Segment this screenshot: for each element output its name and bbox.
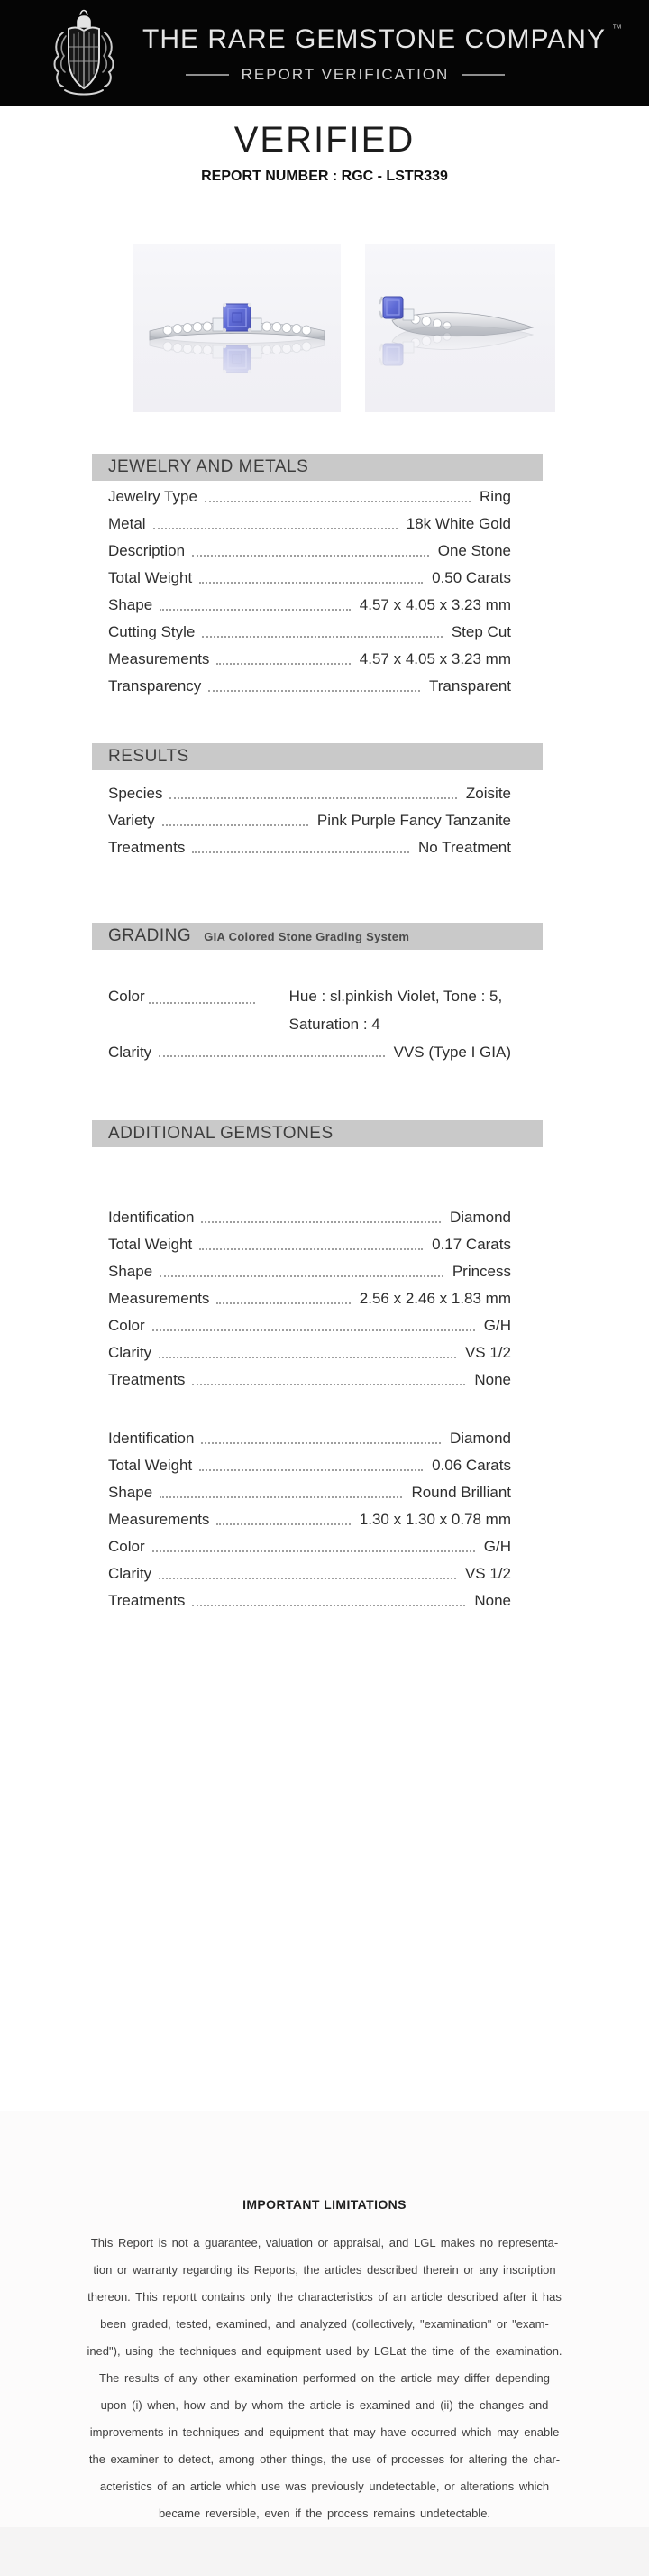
limitations-line: upon (i) when, how and by whom the article is examined and (ii) the changes and bbox=[100, 2398, 549, 2412]
dotted-leader bbox=[152, 1321, 475, 1331]
row-label: Shape bbox=[108, 596, 153, 613]
row-label: Color bbox=[108, 988, 145, 1005]
row-value: None bbox=[474, 1371, 511, 1388]
subtitle-left-dash bbox=[186, 74, 229, 76]
table-row bbox=[108, 619, 511, 646]
dotted-leader bbox=[216, 655, 350, 665]
row-label: Description bbox=[108, 542, 186, 559]
row-value: Diamond bbox=[449, 1430, 511, 1447]
dotted-leader bbox=[199, 574, 423, 584]
row-label: Measurements bbox=[108, 650, 210, 667]
row-value: 0.17 Carats bbox=[432, 1236, 511, 1253]
limitations-title: IMPORTANT LIMITATIONS bbox=[242, 2197, 407, 2212]
row-value: Diamond bbox=[449, 1209, 511, 1226]
row-label: Clarity bbox=[108, 1043, 152, 1061]
company-name bbox=[142, 23, 623, 55]
row-value: 0.50 Carats bbox=[432, 569, 511, 586]
dotted-leader bbox=[160, 601, 351, 611]
dotted-leader bbox=[199, 1461, 423, 1471]
row-label: Total Weight bbox=[108, 569, 193, 586]
dotted-leader bbox=[160, 1267, 443, 1277]
dotted-leader bbox=[159, 1569, 456, 1579]
table-row bbox=[108, 1366, 511, 1394]
color-value-line1: Hue : sl.pinkish Violet, Tone : 5, bbox=[288, 988, 503, 1005]
limitations-line: the examiner to detect, among other things, the use of processes for altering the char- bbox=[88, 2452, 561, 2466]
color-value-line2: Saturation : 4 bbox=[288, 1016, 380, 1033]
section-title: RESULTS bbox=[108, 747, 189, 766]
row-label: Total Weight bbox=[108, 1236, 193, 1253]
row-value: 4.57 x 4.05 x 3.23 mm bbox=[359, 596, 511, 613]
table-row bbox=[108, 1285, 511, 1312]
ring-front-view-photo bbox=[133, 244, 341, 412]
row-label: Clarity bbox=[108, 1344, 152, 1361]
row-label: Measurements bbox=[108, 1511, 210, 1528]
row-label: Clarity bbox=[108, 1565, 152, 1582]
row-label: Identification bbox=[108, 1430, 195, 1447]
dotted-leader bbox=[201, 1213, 441, 1223]
subtitle-text: REPORT VERIFICATION bbox=[241, 66, 450, 83]
table-row bbox=[108, 1587, 511, 1615]
dotted-leader bbox=[159, 1047, 384, 1057]
dotted-leader bbox=[153, 520, 398, 529]
table-row bbox=[108, 1452, 511, 1479]
table-row bbox=[108, 1204, 511, 1231]
dotted-leader bbox=[160, 1488, 402, 1498]
dotted-leader bbox=[202, 628, 442, 638]
row-label: Species bbox=[108, 785, 163, 802]
row-label: Jewelry Type bbox=[108, 488, 197, 505]
section-subtitle: GIA Colored Stone Grading System bbox=[204, 929, 410, 943]
table-row bbox=[108, 483, 511, 511]
dotted-leader bbox=[216, 1294, 350, 1304]
section-title: JEWELRY AND METALS bbox=[108, 457, 309, 476]
table-row bbox=[108, 565, 511, 592]
table-row bbox=[108, 1258, 511, 1285]
report-number: REPORT NUMBER : RGC - LSTR339 bbox=[201, 169, 448, 184]
section-title: ADDITIONAL GEMSTONES bbox=[108, 1124, 334, 1143]
row-value: 0.06 Carats bbox=[432, 1457, 511, 1474]
table-row bbox=[108, 1231, 511, 1258]
table-row bbox=[108, 1479, 511, 1506]
limitations-line: The results of any other examination performed on the article may differ depending bbox=[99, 2371, 550, 2385]
ring-front-view-image bbox=[133, 244, 341, 412]
limitations-text bbox=[54, 2230, 595, 2527]
header-subtitle bbox=[142, 66, 548, 84]
dotted-leader bbox=[169, 789, 456, 799]
header bbox=[0, 0, 649, 106]
row-value: 2.56 x 2.46 x 1.83 mm bbox=[359, 1290, 511, 1307]
row-label: Color bbox=[108, 1538, 145, 1555]
limitations-line: improvements in techniques and equipment that may have occurred which may enable bbox=[89, 2425, 560, 2439]
row-value: 18k White Gold bbox=[406, 515, 511, 532]
ring-side-view-image bbox=[365, 244, 555, 412]
footer-band bbox=[0, 2527, 649, 2576]
row-value: G/H bbox=[483, 1317, 511, 1334]
table-row-clarity bbox=[108, 1038, 511, 1066]
limitations-line: thereon. This reportt contains only the characteristics of an article described after it has bbox=[87, 2290, 562, 2304]
dotted-leader bbox=[159, 1348, 456, 1358]
grading-rows bbox=[108, 982, 511, 1066]
row-value: Round Brilliant bbox=[411, 1484, 511, 1501]
limitations-line: tion or warranty regarding its Reports, the articles described therein or any inscription bbox=[93, 2263, 556, 2277]
row-label: Shape bbox=[108, 1484, 153, 1501]
dotted-leader bbox=[152, 1542, 475, 1552]
row-label: Identification bbox=[108, 1209, 195, 1226]
table-row bbox=[108, 673, 511, 700]
row-label: Measurements bbox=[108, 1290, 210, 1307]
header-text-block bbox=[142, 0, 623, 106]
dotted-leader bbox=[192, 1375, 465, 1385]
table-row-color bbox=[108, 982, 511, 1038]
limitations-line: ined"), using the techniques and equipment used by LGLat the time of the examination. bbox=[87, 2344, 562, 2358]
row-value: 4.57 x 4.05 x 3.23 mm bbox=[359, 650, 511, 667]
table-row bbox=[108, 511, 511, 538]
row-value: Zoisite bbox=[465, 785, 511, 802]
gemstone-1-rows bbox=[108, 1204, 511, 1394]
table-row bbox=[108, 592, 511, 619]
color-value-block bbox=[255, 982, 511, 1038]
row-label: Total Weight bbox=[108, 1457, 193, 1474]
trademark-symbol: ™ bbox=[611, 23, 623, 34]
section-header-additional-gemstones bbox=[92, 1120, 543, 1147]
row-value: None bbox=[474, 1592, 511, 1609]
row-value: 1.30 x 1.30 x 0.78 mm bbox=[359, 1511, 511, 1528]
dotted-leader bbox=[208, 682, 420, 692]
row-value: Transparent bbox=[428, 677, 511, 695]
limitations-line: acteristics of an article which use was previously undetectable, or alterations which bbox=[99, 2479, 550, 2493]
dotted-leader bbox=[199, 1240, 423, 1250]
row-label: Metal bbox=[108, 515, 146, 532]
row-value: VS 1/2 bbox=[464, 1344, 511, 1361]
table-row bbox=[108, 1560, 511, 1587]
row-value: One Stone bbox=[437, 542, 511, 559]
row-value: VVS (Type I GIA) bbox=[393, 1043, 511, 1061]
dotted-leader bbox=[201, 1434, 441, 1444]
jewelry-rows bbox=[108, 483, 511, 700]
dotted-leader bbox=[192, 843, 409, 853]
section-header-results bbox=[92, 743, 543, 770]
section-title: GRADING bbox=[108, 926, 192, 945]
row-label: Cutting Style bbox=[108, 623, 196, 640]
row-value: Ring bbox=[480, 488, 511, 505]
section-header-grading bbox=[92, 923, 543, 950]
row-label: Treatments bbox=[108, 1592, 186, 1609]
section-header-jewelry-and-metals bbox=[92, 454, 543, 481]
results-rows bbox=[108, 780, 511, 861]
table-row bbox=[108, 780, 511, 807]
row-value: Pink Purple Fancy Tanzanite bbox=[316, 812, 511, 829]
dotted-leader bbox=[192, 1596, 465, 1606]
table-row bbox=[108, 1506, 511, 1533]
row-label: Treatments bbox=[108, 839, 186, 856]
limitations-line: became reversible, even if the process remains undetectable. bbox=[158, 2507, 491, 2520]
gemstone-2-rows bbox=[108, 1425, 511, 1615]
heraldic-crest-icon bbox=[50, 7, 117, 101]
ring-side-view-photo bbox=[365, 244, 555, 412]
row-value: Princess bbox=[452, 1263, 511, 1280]
table-row bbox=[108, 1425, 511, 1452]
subtitle-right-dash bbox=[462, 74, 505, 76]
row-label: Variety bbox=[108, 812, 155, 829]
row-label: Transparency bbox=[108, 677, 202, 695]
limitations-line: been graded, tested, examined, and analyzed (collectively, "examination" or "exam- bbox=[100, 2317, 549, 2331]
limitations-line: This Report is not a guarantee, valuation or appraisal, and LGL makes no representa- bbox=[90, 2236, 559, 2249]
table-row bbox=[108, 807, 511, 834]
row-value: VS 1/2 bbox=[464, 1565, 511, 1582]
table-row bbox=[108, 646, 511, 673]
row-value: G/H bbox=[483, 1538, 511, 1555]
table-row bbox=[108, 834, 511, 861]
row-value: No Treatment bbox=[418, 839, 511, 856]
table-row bbox=[108, 1312, 511, 1339]
table-row bbox=[108, 1339, 511, 1366]
table-row bbox=[108, 1533, 511, 1560]
row-label: Treatments bbox=[108, 1371, 186, 1388]
dotted-leader bbox=[192, 547, 429, 557]
dotted-leader bbox=[162, 816, 308, 826]
company-name-text: THE RARE GEMSTONE COMPANY bbox=[142, 24, 606, 54]
row-value: Step Cut bbox=[451, 623, 511, 640]
dotted-leader bbox=[216, 1515, 350, 1525]
table-row bbox=[108, 538, 511, 565]
row-label: Color bbox=[108, 1317, 145, 1334]
page-title: VERIFIED bbox=[233, 120, 416, 160]
row-label: Shape bbox=[108, 1263, 153, 1280]
dotted-leader bbox=[205, 492, 471, 502]
dotted-leader bbox=[149, 982, 255, 1004]
